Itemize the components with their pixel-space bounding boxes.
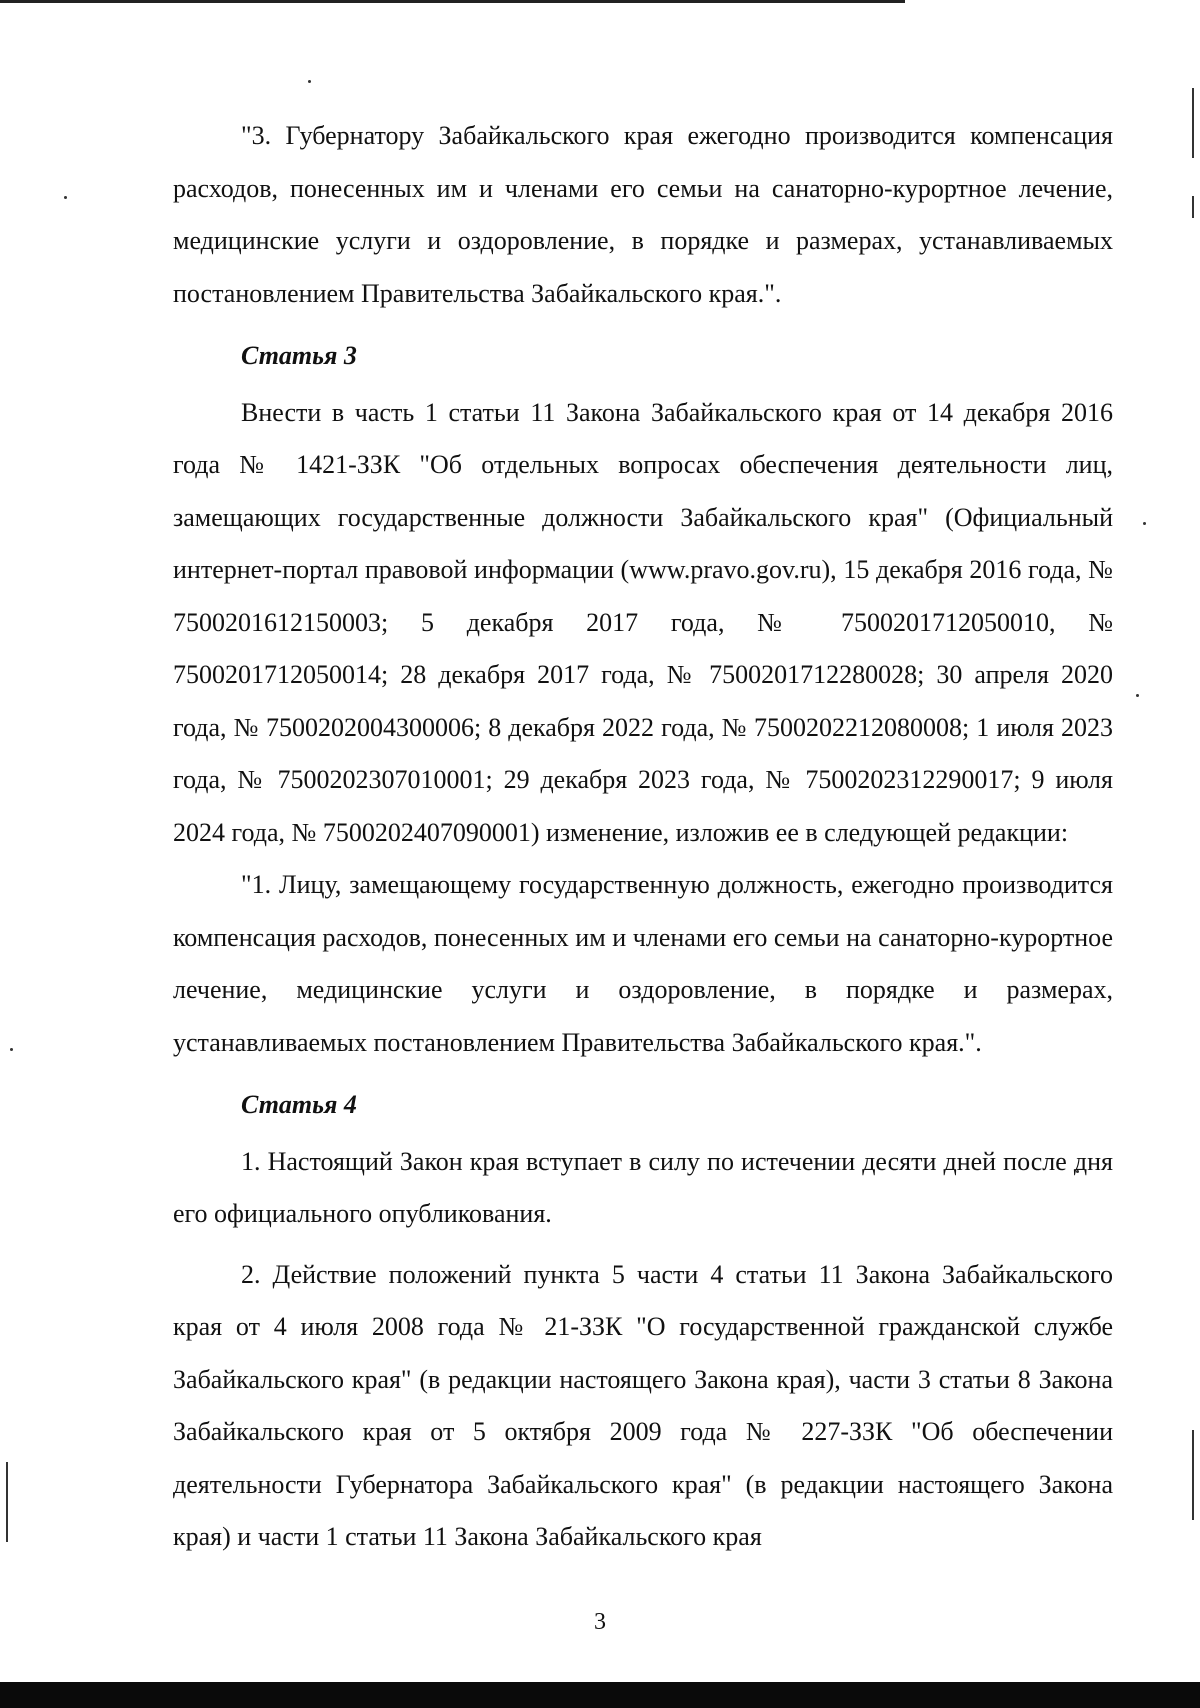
scan-margin-mark <box>1192 1430 1194 1520</box>
scan-top-edge <box>0 0 905 3</box>
paragraph-article4-part1: 1. Настоящий Закон края вступает в силу по истечении десяти дней после дня его официального опубликования. <box>173 1146 1113 1228</box>
page-number: 3 <box>594 1609 606 1635</box>
scan-speck <box>10 1048 13 1051</box>
scan-margin-mark <box>6 1462 8 1542</box>
scan-bottom-edge <box>0 1682 1200 1708</box>
heading-article-3: Статья 3 <box>241 341 357 370</box>
paragraph-article3-new-part1: "1. Лицу, замещающему государственную должность, ежегодно производится компенсация расходов, понесенных им и членами его семьи на санаторно-курортное лечение, медицинские услуги и оздоровление, в порядке и размерах, устанавливаемых постановлением Правительства Забайкальского края.". <box>173 870 1113 1057</box>
scan-margin-mark <box>1192 196 1194 218</box>
scan-speck <box>308 80 311 83</box>
scan-speck <box>1143 522 1146 525</box>
scan-speck <box>1136 694 1139 697</box>
heading-article-4: Статья 4 <box>241 1090 357 1119</box>
paragraph-article4-part2: 2. Действие положений пункта 5 части 4 статьи 11 Закона Забайкальского края от 4 июля 2008 года № 21-ЗЗК "О государственной гражданской службе Забайкальского края" (в редакции настоящего Закона края), части 3 статьи 8 Закона Забайкальского края от 5 октября 2009 года № 227-ЗЗК "Об обеспечении деятельности Губернатора Забайкальского края" (в редакции настоящего Закона края) и части 1 статьи 11 Закона Забайкальского края <box>173 1259 1113 1551</box>
paragraph-article2-part3: "3. Губернатору Забайкальского края ежегодно производится компенсация расходов, понесенных им и членами его семьи на санаторно-курортное лечение, медицинские услуги и оздоровление, в порядке и размерах, устанавливаемых постановлением Правительства Забайкальского края.". <box>173 121 1113 308</box>
paragraph-article3-amendment: Внести в часть 1 статьи 11 Закона Забайкальского края от 14 декабря 2016 года № 1421-ЗЗК "Об отдельных вопросах обеспечения деятельности лиц, замещающих государственные должности Забайкальского края" (Официальный интернет-портал правовой информации (www.pravo.gov.ru), 15 декабря 2016 года, № 7500201612150003; 5 декабря 2017 года, № 7500201712050010, № 7500201712050014; 28 декабря 2017 года, № 7500201712280028; 30 апреля 2020 года, № 7500202004300006; 8 декабря 2022 года, № 7500202212080008; 1 июля 2023 года, № 7500202307010001; 29 декабря 2023 года, № 7500202312290017; 9 июля 2024 года, № 7500202407090001) изменение, изложив ее в следующей редакции: <box>173 397 1113 847</box>
document-body <box>173 110 1113 1564</box>
scan-margin-mark <box>1192 88 1194 158</box>
scan-speck <box>64 196 67 199</box>
